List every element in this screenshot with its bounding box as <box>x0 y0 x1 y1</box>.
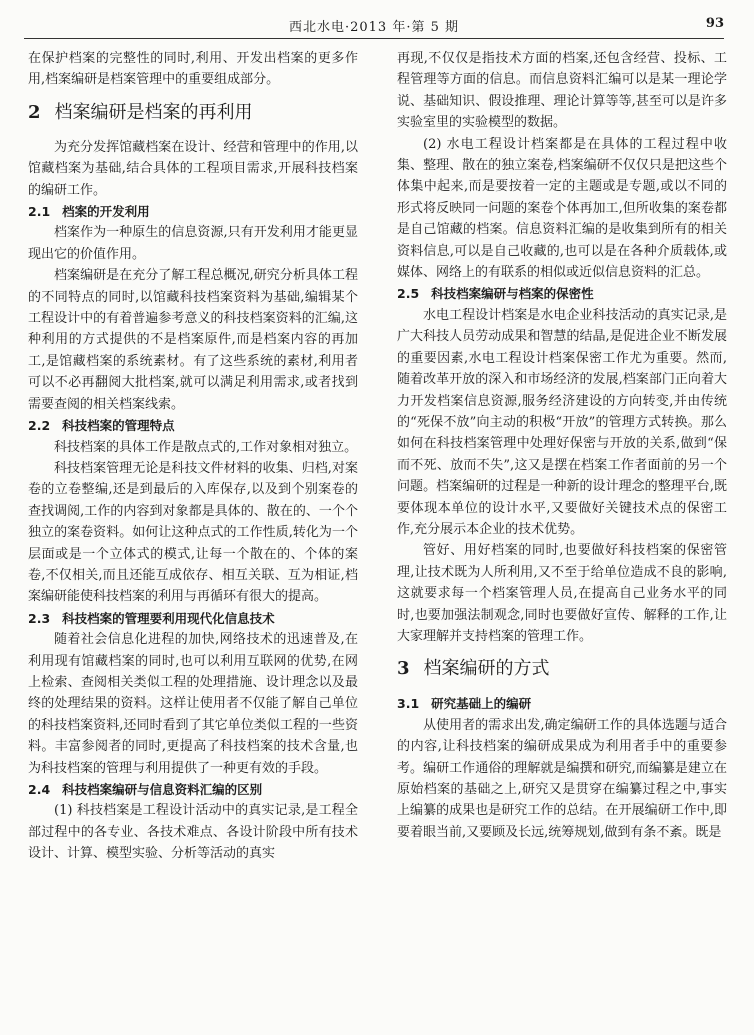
paragraph: (1) 科技档案是工程设计活动中的真实记录,是工程全部过程中的各专业、各技术难点、各设计阶段中所有技术设计、计算、模型实验、分析等活动的真实 <box>28 803 358 862</box>
subsection-title: 档案的开发利用 <box>62 204 150 220</box>
page-number: 93 <box>705 16 724 31</box>
subsection-heading-2-4 <box>28 779 358 800</box>
subsection-number: 2.3 <box>28 610 51 626</box>
subsection-number: 2.4 <box>28 782 51 797</box>
paragraph: (2) 水电工程设计档案都是在具体的工程过程中收集、整理、散在的独立案卷,档案编研不仅仅只是把这些个体集中起来,而是要按着一定的主题或是专题,或以不同的形式将反映同一问题的案卷个体再加工,但所收集的案卷都是自己馆藏的档案。信息资料汇编的是收集到所有的相关资料信息,可以是自己收藏的,也可以是在各种介质载体,或媒体、网络上的有联系的相似或近似信息资料的汇总。 <box>397 136 727 281</box>
subsection-heading-2-2 <box>28 415 358 436</box>
right-column <box>397 48 727 1028</box>
section-heading-3 <box>397 657 727 681</box>
subsection-title: 科技档案编研与档案的保密性 <box>431 286 594 302</box>
paragraph: 水电工程设计档案是水电企业科技活动的真实记录,是广大科技人员劳动成果和智慧的结晶,是促进企业不断发展的重要因素,水电工程设计档案保密工作尤为重要。然而,随着改革开放的深入和市场经济的发展,档案部门正向着大力开发档案信息资源,服务经济建设的方向转变,并由传统的“死保不放”向主动的积极“开放”的管理方式转换。那么如何在科技档案管理中处理好保密与开放的关系,做到“保而不死、放而不失”,这又是摆在档案工作者面前的另一个问题。档案编研的过程是一种新的设计理念的整理平台,既要体现本单位的设计水平,又要做好关键技术点的保密工作,充分展示本企业的技术优势。 <box>397 307 727 537</box>
section-number: 3 <box>397 658 410 680</box>
subsection-number: 3.1 <box>397 696 420 712</box>
paragraph: 科技档案管理无论是科技文件材料的收集、归档,对案卷的立卷整编,还是到最后的入库保存,以及到个别案卷的查找调阅,工作的内容到对象都是具体的、散在的、一个个独立的案卷资料。如何让这种点式的工作性质,转化为一个层面或是一个立体式的模式,让每一个散在的、个体的案卷,不仅相关,而且还能互成依存、相互关联、互为相证,档案编研能使科技档案的利用与再循环有很大的提高。 <box>28 460 358 605</box>
section-title: 档案编研是档案的再利用 <box>54 101 253 123</box>
subsection-heading-2-5 <box>397 283 727 304</box>
subsection-number: 2.1 <box>28 204 51 220</box>
subsection-number: 2.5 <box>397 286 420 302</box>
paragraph: 科技档案的具体工作是散点式的,工作对象相对独立。 <box>54 439 358 455</box>
running-header <box>24 12 724 39</box>
journal-name: 西北水电·2013 年·第 5 期 <box>288 20 460 35</box>
subsection-title: 科技档案编研与信息资料汇编的区别 <box>62 782 263 797</box>
section-title: 档案编研的方式 <box>423 658 550 680</box>
paragraph: 为充分发挥馆藏档案在设计、经营和管理中的作用,以馆藏档案为基础,结合具体的工程项目需求,开展科技档案的编研工作。 <box>28 139 358 198</box>
subsection-heading-2-3 <box>28 608 358 629</box>
subsection-title: 科技档案的管理要利用现代化信息技术 <box>62 610 275 626</box>
paragraph: 档案编研是在充分了解工程总概况,研究分析具体工程的不同特点的同时,以馆藏科技档案资料为基础,编辑某个工程设计中的有着普遍参考意义的科技档案资料的汇编,这种利用的方式提供的不是档案原件,而是档案内容的再加工,是馆藏档案的系统素材。有了这些系统的素材,利用者可以不必再翻阅大批档案,就可以满足利用需求,或者找到需要查阅的相关档案线索。 <box>28 268 358 412</box>
left-column <box>28 48 358 1028</box>
subsection-heading-3-1 <box>397 693 727 714</box>
paragraph: 在保护档案的完整性的同时,利用、开发出档案的更多作用,档案编研是档案管理中的重要组成部分。 <box>28 51 358 88</box>
section-heading-2 <box>28 101 358 125</box>
section-number: 2 <box>28 101 41 123</box>
subsection-heading-2-1 <box>28 201 358 222</box>
paragraph: 从使用者的需求出发,确定编研工作的具体选题与适合的内容,让科技档案的编研成果成为利用者手中的重要参考。编研工作通俗的理解就是编撰和研究,而编纂是建立在原始档案的基础之上,研究又是贯穿在编纂过程之中,事实上编纂的成果也是研究工作的总结。在开展编研工作中,即要着眼当前,又要顾及长远,统筹规划,做到有条不紊。既是 <box>397 717 727 840</box>
subsection-number: 2.2 <box>28 418 51 434</box>
subsection-title: 研究基础上的编研 <box>431 696 532 712</box>
subsection-title: 科技档案的管理特点 <box>62 418 175 434</box>
paragraph: 随着社会信息化进程的加快,网络技术的迅速普及,在利用现有馆藏档案的同时,也可以利用互联网的优势,在网上检索、查阅相关类似工程的处理措施、设计理念以及最终的处理结果的资料。这样让使用者不仅能了解自己单位的科技档案资料,还同时看到了其它单位类似工程的一些资料。丰富参阅者的同时,更提高了科技档案的技术含量,也为科技档案的管理与利用提供了一种更有效的手段。 <box>28 632 358 776</box>
paragraph: 再现,不仅仅是指技术方面的档案,还包含经营、投标、工程管理等方面的信息。而信息资料汇编可以是某一理论学说、基础知识、假设推理、理论计算等等,甚至可以是许多实验室里的实验模型的数据。 <box>397 51 727 131</box>
paragraph: 管好、用好档案的同时,也要做好科技档案的保密管理,让技术既为人所利用,又不至于给单位造成不良的影响,这就要求每一个档案管理人员,在提高自己业务水平的同时,也要加强法制观念,同时也要做好宣传、解释的工作,让大家理解并支持档案的管理工作。 <box>397 543 727 644</box>
paragraph: 档案作为一种原生的信息资源,只有开发利用才能更显现出它的价值作用。 <box>28 225 358 262</box>
